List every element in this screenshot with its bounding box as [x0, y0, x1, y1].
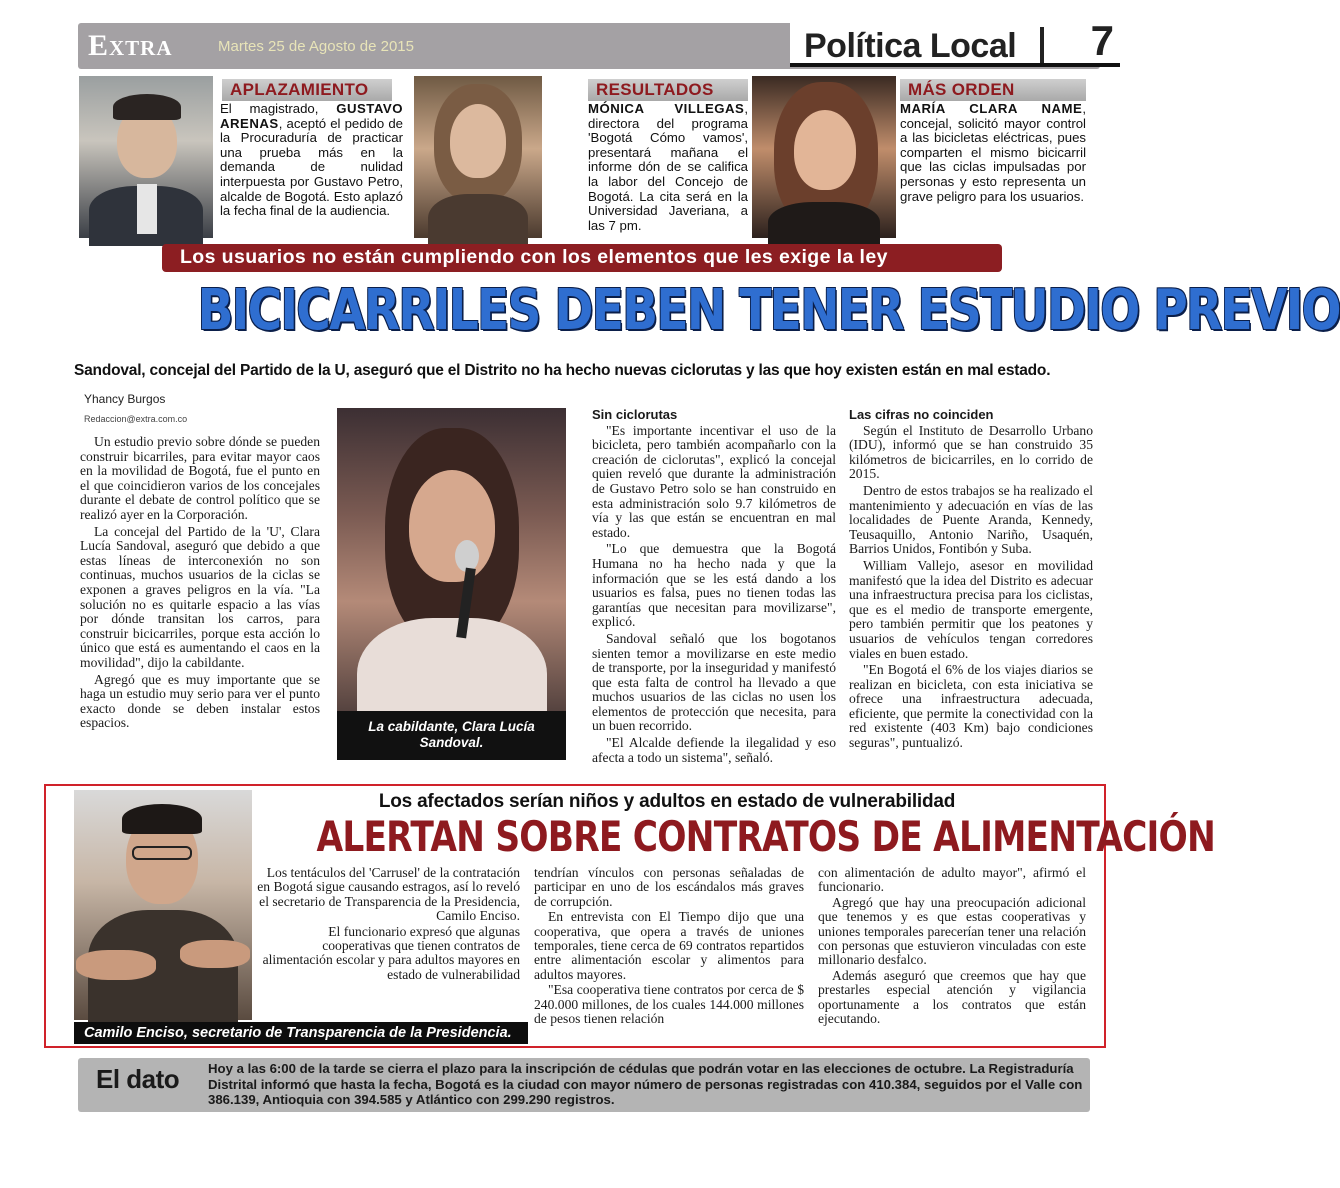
second-headline: ALERTAN SOBRE CONTRATOS DE ALIMENTACIÓN — [316, 812, 1216, 861]
brief-name: GUSTAVO ARENAS — [220, 101, 403, 131]
main-deck: Sandoval, concejal del Partido de la U, aseguró que el Distrito no ha hecho nuevas ciclorutas y las que hoy existen están en mal estado. — [74, 362, 1051, 379]
paragraph: "Es importante incentivar el uso de la bicicleta, pero también acompañarlo con la creación de ciclorutas", explicó la concejal quien reveló que durante la administración de Gustavo Petro solo se han construido en esta administración solo 9.7 kilómetros de vía y las que están se encuentran en mal estado. — [592, 422, 836, 540]
second-column-1 — [252, 866, 520, 983]
byline: Yhancy Burgos — [84, 392, 166, 406]
brief-title-aplazamiento: APLAZAMIENTO — [222, 79, 392, 101]
paragraph: "En Bogotá el 6% de los viajes diarios se realizan en bicicleta, con esta iniciativa se ofrece una infraestructura adecuada, eficiente, que permite la conectividad con la red existente (403 Km) bajo condiciones seguras", puntualizó. — [849, 662, 1093, 751]
paragraph: Agregó que hay una preocupación adicional que tenemos y es que estas cooperativas y uniones temporales parecerían tener una relación con personas que estuvieron vinculadas con este millonario desfalco. — [818, 894, 1086, 968]
el-dato-text: Hoy a las 6:00 de la tarde se cierra el plazo para la inscripción de cédulas que podrán votar en las elecciones de octubre. La Registraduría Distrital informó que hasta la fecha, Bogotá es la ciudad con mayor número de personas registradas con 410.384, seguidos por el Valle con 386.139, Antioquia con 394.585 y Atlántico con 299.290 registros. — [208, 1061, 1083, 1108]
brief-text-mas-orden — [900, 102, 1086, 204]
section-banner — [790, 17, 1120, 67]
second-column-3 — [818, 866, 1086, 1027]
brief-photo-maria-clara-name — [752, 76, 896, 238]
paragraph: Los tentáculos del 'Carrusel' de la contratación en Bogotá sigue causando estragos, así lo reveló el secretario de Transparencia de la Presidencia, Camilo Enciso. — [257, 865, 520, 924]
paragraph: Además aseguró que creemos que hay que prestarles especial atención y vigilancia oportunamente a los contratos que están ejecutando. — [818, 967, 1086, 1027]
main-photo-caption: La cabildante, Clara Lucía Sandoval. — [337, 711, 566, 760]
brief-title-resultados: RESULTADOS — [588, 79, 748, 101]
brief-body: , concejal, solicitó mayor control a las bicicletas eléctricas, pues comparten el mismo bicicarril que las ciclas impulsadas por personas y esto representa un grave peligro para los usuarios. — [900, 101, 1086, 204]
photo-clara-lucia-sandoval — [337, 408, 566, 760]
section-name: Política Local — [804, 27, 1017, 65]
paragraph: Dentro de estos trabajos se ha realizado el mantenimiento y adecuación en vías de las localidades de Puente Aranda, Kennedy, Teusaquillo, Antonio Nariño, Usaquén, Barrios Unidos, Fontibón y Suba. — [849, 482, 1093, 557]
main-column-2 — [592, 408, 836, 767]
brief-title-mas-orden: MÁS ORDEN — [900, 79, 1086, 101]
brief-name: MARÍA CLARA NAME — [900, 101, 1083, 116]
paragraph: La concejal del Partido de la 'U', Clara Lucía Sandoval, aseguró que debido a que estas líneas de interconexión no son continuas, muchos usuarios de la ciclas se exponen a graves peligros en la vía. "La solución no es quitarle espacio a las vías por dónde transitan los carros, para construir bicicarriles, porque esta acción lo único que está es aumentando el caos en la movilidad", dijo la cabildante. — [80, 523, 320, 670]
subhead-cifras: Las cifras no coinciden — [849, 407, 994, 422]
brief-name: MÓNICA VILLEGAS — [588, 101, 745, 116]
el-dato-label: El dato — [96, 1064, 180, 1094]
brief-body: , directora del programa 'Bogotá Cómo vamos', presentará mañana el informe dón de se califica la labor del Concejo de Bogotá. La cita será en la Universidad Javeriana, a las 7 pm. — [588, 101, 748, 233]
paragraph: Un estudio previo sobre dónde se pueden construir bicarriles, para evitar mayor caos en la movilidad de Bogotá, fue el punto en el que coincidieron varios de los concejales durante el debate de control político que se realizó ayer en la Corporación. — [80, 434, 320, 522]
second-kicker: Los afectados serían niños y adultos en estado de vulnerabilidad — [378, 791, 956, 812]
brief-text-resultados — [588, 102, 748, 233]
paragraph: "El Alcalde defiende la ilegalidad y eso afecta a todo un sistema", señaló. — [592, 735, 836, 765]
paragraph: con alimentación de adulto mayor", afirmó el funcionario. — [818, 865, 1086, 895]
paragraph: William Vallejo, asesor en movilidad manifestó que la idea del Distrito es adecuar una infraestructura precisa para los ciclistas, que es el medio de transporte emergente, pero también permitir que los peatones y usuarios de vehículos tengan corredores viales en buen estado. — [849, 557, 1093, 661]
main-kicker-bar — [162, 244, 1002, 272]
masthead — [78, 17, 1114, 69]
brief-text-aplazamiento — [220, 102, 403, 219]
paragraph: Según el Instituto de Desarrollo Urbano (IDU), informó que se han construido 35 kilómetros de bicicarriles, en lo corrido de 2015. — [849, 422, 1093, 482]
paragraph: "Esa cooperativa tiene contratos por cerca de $ 240.000 millones, de los cuales 144.000 millones de pesos tienen relación — [534, 982, 804, 1027]
main-column-1 — [80, 435, 320, 733]
photo-camilo-enciso — [74, 790, 252, 1020]
issue-date: Martes 25 de Agosto de 2015 — [218, 38, 414, 55]
paragraph: tendrían vínculos con personas señaladas de participar en uno de los escándalos más graves de corrupción. — [534, 865, 804, 909]
paragraph: El funcionario expresó que algunas cooperativas que tienen contratos de alimentación escolar y para adultos mayores en estado de vulnerabilidad — [262, 923, 520, 982]
second-photo-caption: Camilo Enciso, secretario de Transparencia de la Presidencia. — [74, 1022, 528, 1044]
byline-email: Redaccion@extra.com.co — [84, 414, 188, 424]
paragraph: "Lo que demuestra que la Bogotá Humana no ha hecho nada y que la información que se les está dando a los usuarios es falsa, pues no tienen todas las garantías que necesitan para movilizarse", explicó. — [592, 541, 836, 630]
newspaper-logo: Extra — [88, 29, 173, 62]
page-number: 7 — [1090, 17, 1114, 64]
brief-photo-monica-villegas — [414, 76, 542, 238]
paragraph: En entrevista con El Tiempo dijo que una cooperativa, que opera a través de uniones temporales, tiene cerca de 69 contratos repartidos entre alimentación escolar y alimentos para adultos mayores. — [534, 909, 804, 982]
paragraph: Agregó que es muy importante que se haga un estudio muy serio para ver el punto exacto donde se deben instalar estos espacios. — [80, 671, 320, 731]
brief-body: , aceptó el pedido de la Procuraduría de practicar una prueba más en la demanda de nulidad interpuesta por Gustavo Petro, alcalde de Bogotá. Esto aplazó la fecha final de la audiencia. — [220, 115, 403, 219]
section-divider — [1040, 27, 1044, 63]
paragraph: Sandoval señaló que los bogotanos sienten temor a movilizarse en este medio de transporte, por la inseguridad y manifestó que esta falta de control ha llevado a que muchos usuarios de las ciclas no usen los elementos de protección que necesita, para un buen recorrido. — [592, 630, 836, 734]
brief-photo-gustavo-arenas — [79, 76, 213, 238]
main-kicker: Los usuarios no están cumpliendo con los elementos que les exige la ley — [180, 246, 888, 268]
main-headline: BICICARRILES DEBEN TENER ESTUDIO PREVIO — [197, 278, 1340, 343]
second-column-2 — [534, 866, 804, 1027]
brief-text-lead: El magistrado, — [220, 101, 319, 116]
subhead-sin-ciclorutas: Sin ciclorutas — [592, 407, 678, 422]
main-column-3 — [849, 408, 1093, 753]
